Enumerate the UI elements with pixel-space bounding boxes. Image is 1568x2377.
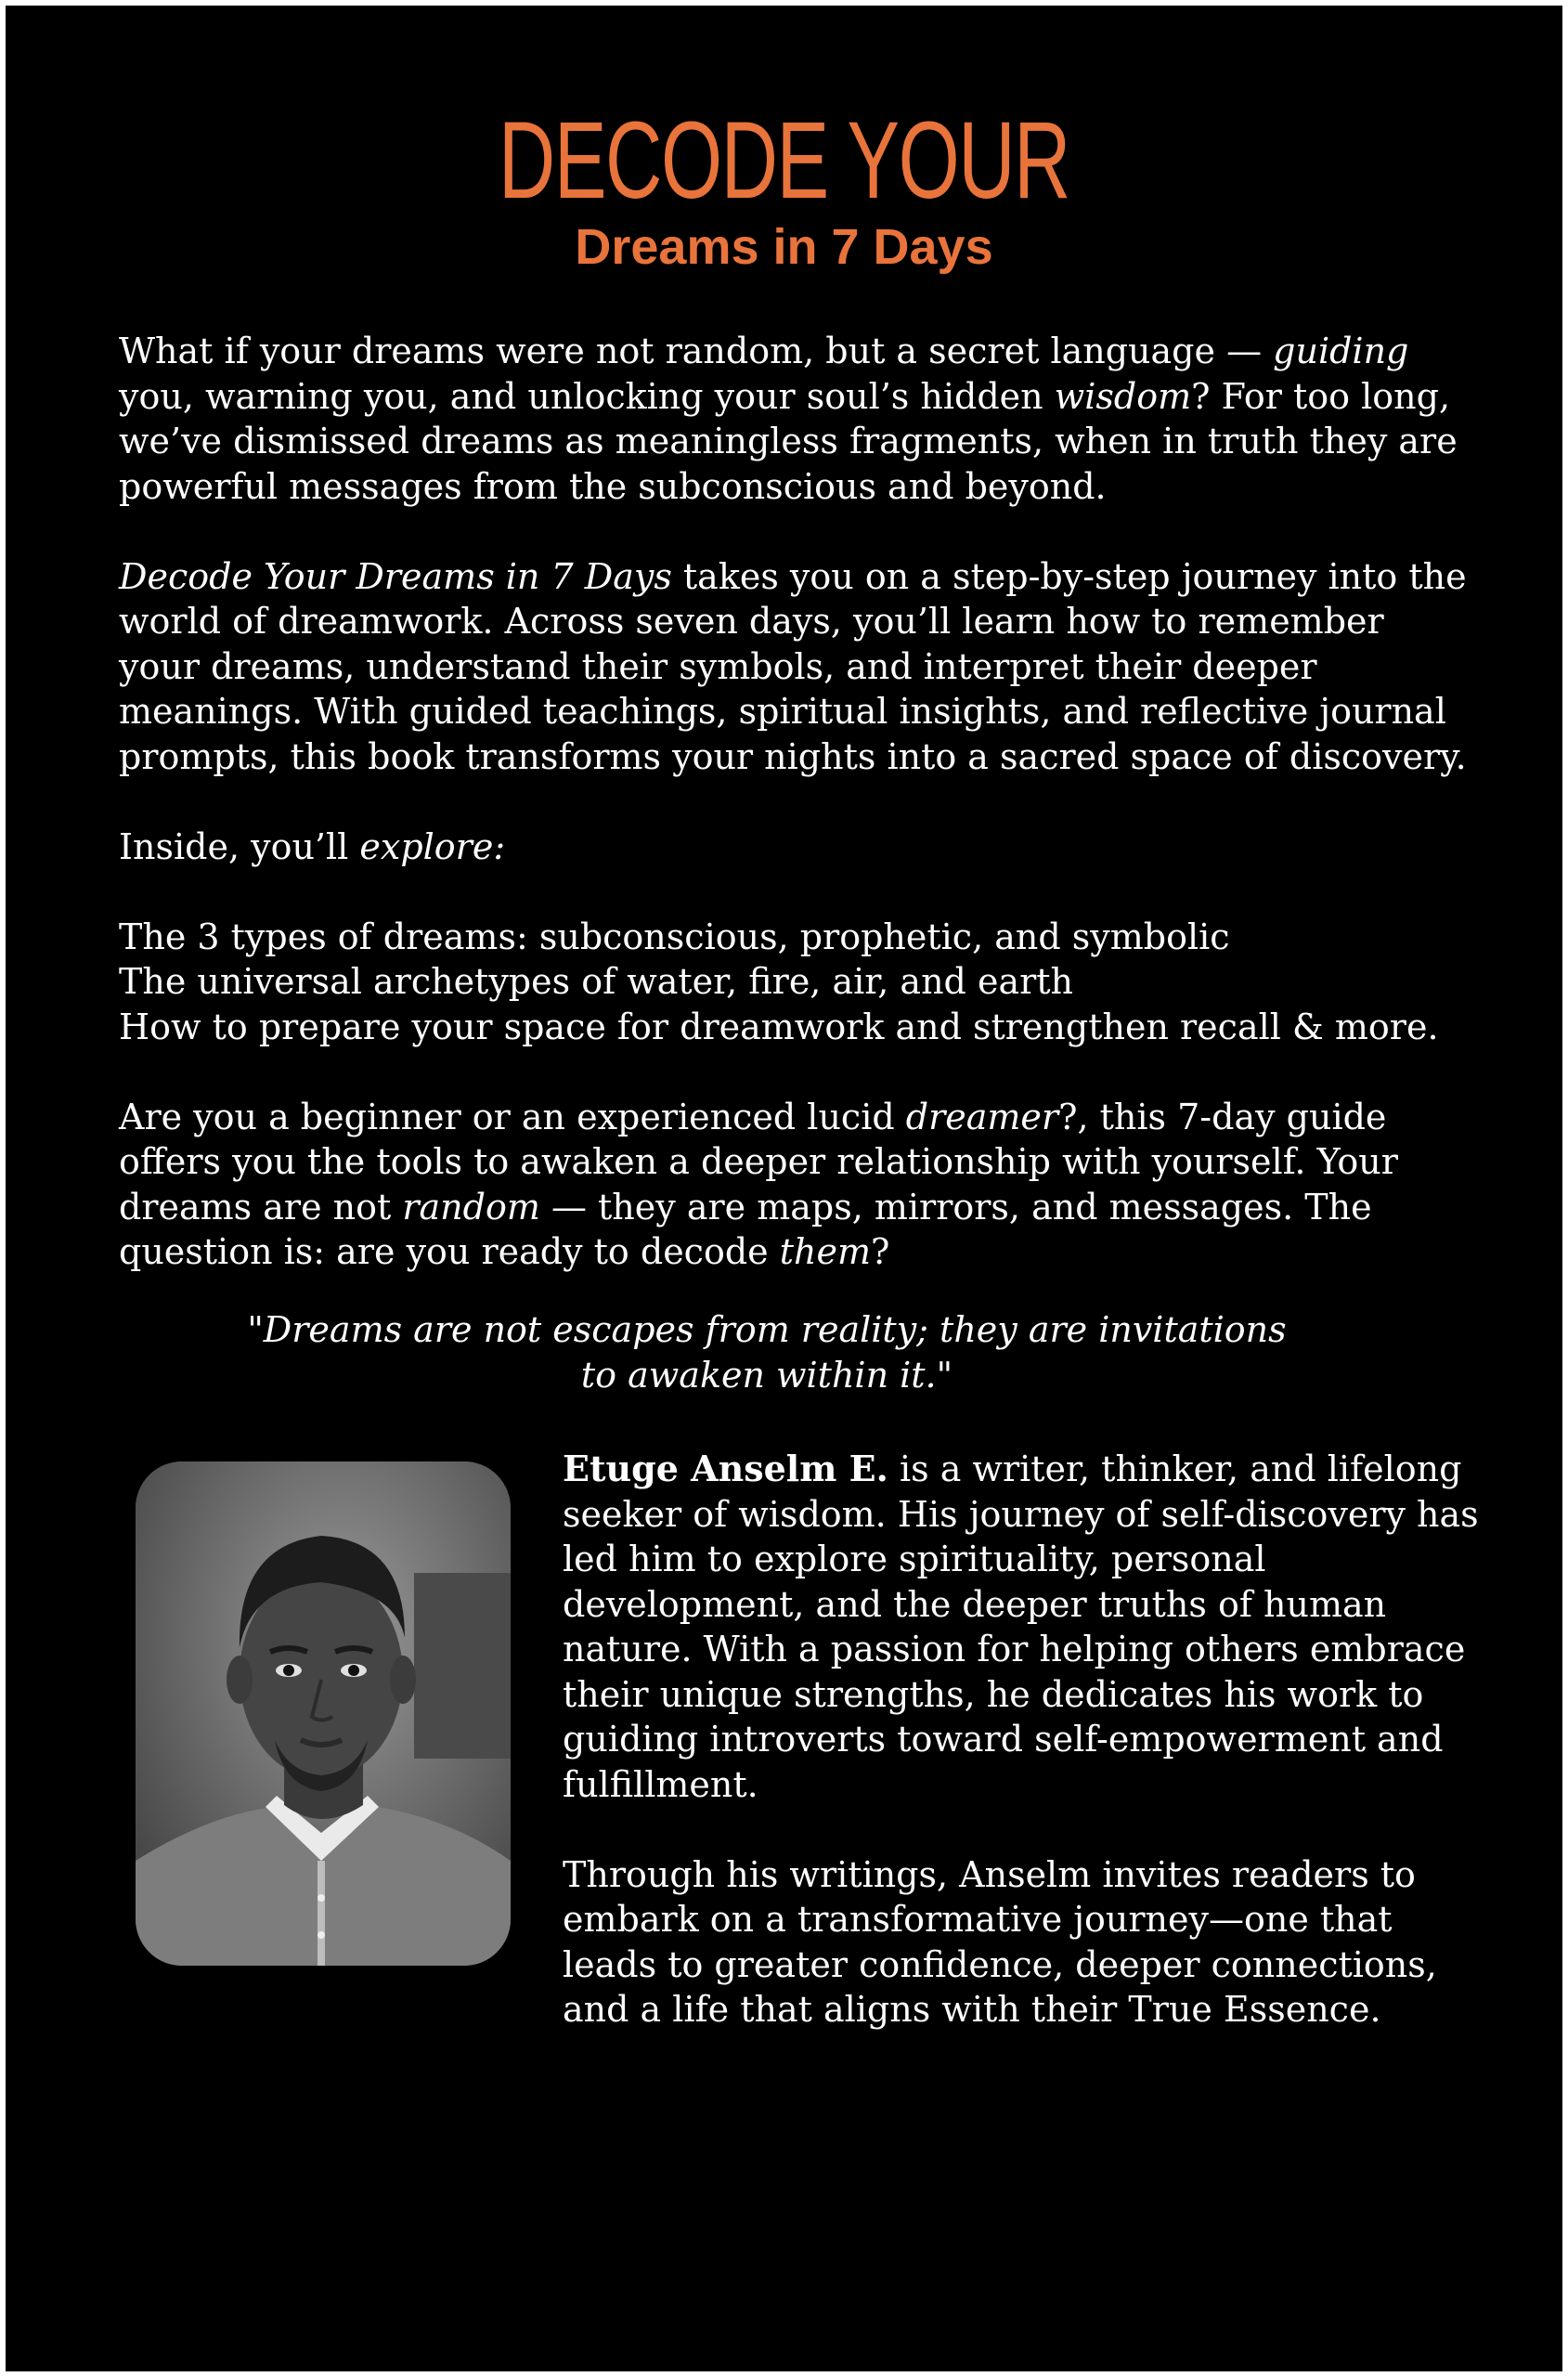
book-title-emphasis: Decode Your Dreams in 7 Days — [119, 555, 672, 597]
author-name: Etuge Anselm E. — [563, 1448, 888, 1489]
blurb — [119, 329, 1474, 1319]
book-paragraph — [119, 554, 1474, 780]
title-subtitle: Dreams in 7 Days — [575, 219, 993, 275]
author-bio-paragraph-2: Through his writings, Anselm invites readers to embark on a transformative journey—one that leads to greater confidence, deeper connections, and a life that aligns with their True Essence. — [563, 1853, 1437, 2030]
author-photo — [136, 1461, 511, 1966]
list-item: The universal archetypes of water, fire, air, and earth — [119, 961, 1074, 1002]
intro-text-1: What if your dreams were not random, but a secret language — — [119, 331, 1274, 371]
closing-emphasis-2: random — [402, 1186, 540, 1227]
inside-lead — [119, 825, 1474, 870]
intro-text-2: you, warning you, and unlocking your soul’s hidden — [119, 375, 1055, 417]
closing-text-2: ?, this 7-day guide offers you the tools to awaken a deeper relationship with yourself. Your dreams are not — [119, 1096, 1398, 1227]
closing-emphasis-1: dreamer — [905, 1096, 1059, 1137]
inside-lead-text: Inside, you’ll — [119, 825, 360, 867]
closing-emphasis-3: them — [779, 1231, 872, 1272]
pull-quote: "Dreams are not escapes from reality; they are invitations to awaken within it." — [247, 1309, 1287, 1396]
back-cover — [6, 6, 1562, 2371]
author-bio-text-1: is a writer, thinker, and lifelong seeker of wisdom. His journey of self-discovery has led him to explore spirituality, personal development, and the deeper truths of human nature. With a passion for helping others embrace their unique strengths, he dedicates his work to guiding introverts toward self-empowerment and fulfillment. — [563, 1448, 1479, 1805]
list-item: How to prepare your space for dreamwork and strengthen recall & more. — [119, 1006, 1439, 1047]
book-paragraph-text: takes you on a step-by-step journey into the world of dreamwork. Across seven days, you’ll learn how to remember your dreams, understand their symbols, and interpret their deeper meanings. With guided teachings, spiritual insights, and reflective journal prompts, this book transforms your nights into a sacred space of discovery. — [119, 555, 1467, 777]
inside-lead-emphasis: explore: — [359, 825, 506, 867]
author-bio-paragraph-1 — [563, 1447, 1491, 1807]
intro-emphasis-1: guiding — [1273, 331, 1409, 371]
author-bio — [563, 1447, 1491, 2077]
intro-text-3: ? For too long, we’ve dismissed dreams as meaningless fragments, when in truth they are powerful messages from the subconscious and beyond. — [119, 375, 1458, 507]
author-portrait-illustration — [136, 1461, 511, 1966]
closing-paragraph — [119, 1095, 1474, 1275]
topics-list — [119, 915, 1474, 1050]
intro-emphasis-2: wisdom — [1054, 375, 1192, 417]
intro-paragraph — [119, 329, 1474, 509]
title-main: DECODE YOUR — [498, 99, 1070, 222]
closing-text-3: — they are maps, mirrors, and messages. The question is: are you ready to decode — [119, 1186, 1372, 1272]
list-item: The 3 types of dreams: subconscious, prophetic, and symbolic — [119, 916, 1230, 957]
closing-text-1: Are you a beginner or an experienced lucid — [119, 1096, 906, 1137]
closing-text-4: ? — [871, 1231, 890, 1272]
